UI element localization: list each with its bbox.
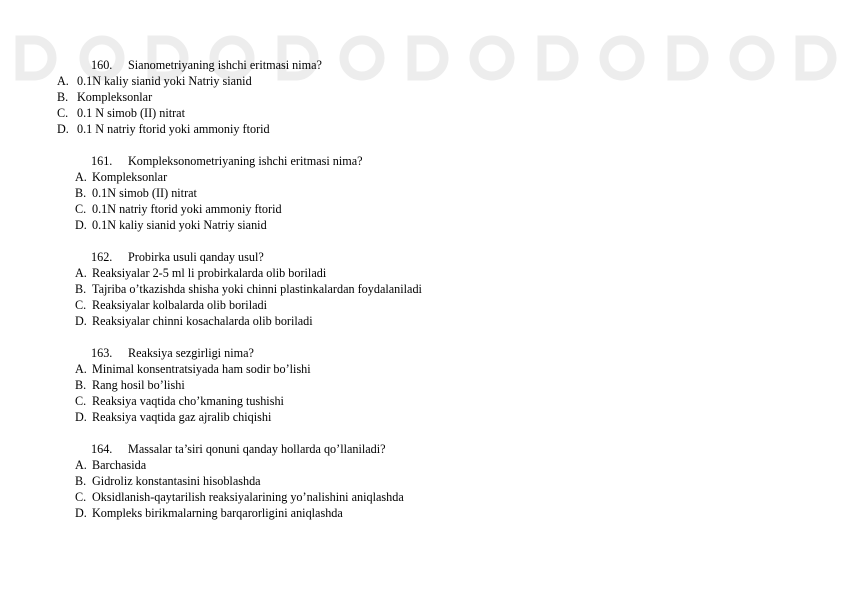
option-text: Tajriba o’tkazishda shisha yoki chinni plastinkalardan foydalaniladi — [92, 282, 422, 296]
option-text: Reaksiyalar chinni kosachalarda olib boriladi — [92, 314, 313, 328]
option-a — [75, 457, 146, 473]
question-number: 162. — [91, 250, 113, 264]
option-text: Reaksiyalar kolbalarda olib boriladi — [92, 298, 267, 312]
question-text: Kompleksonometriyaning ishchi eritmasi nima? — [128, 154, 363, 168]
option-a — [75, 169, 167, 185]
question-text: Reaksiya sezgirligi nima? — [128, 346, 254, 360]
option-letter: C. — [75, 202, 87, 216]
question-text: Massalar ta’siri qonuni qanday hollarda qo’llaniladi? — [128, 442, 386, 456]
question-title — [91, 57, 322, 73]
option-text: Reaksiya vaqtida cho’kmaning tushishi — [92, 394, 284, 408]
option-d — [75, 409, 271, 425]
option-a — [57, 73, 252, 89]
option-b — [57, 89, 152, 105]
option-letter: C. — [57, 106, 69, 120]
option-text: Barchasida — [92, 458, 147, 472]
option-text: Minimal konsentratsiyada ham sodir bo’lishi — [92, 362, 311, 376]
question-title — [91, 153, 363, 169]
option-text: 0.1N natriy ftorid yoki ammoniy ftorid — [92, 202, 282, 216]
option-text: Oksidlanish-qaytarilish reaksiyalarining yo’nalishini aniqlashda — [92, 490, 404, 504]
option-text: 0.1N kaliy sianid yoki Natriy sianid — [92, 218, 267, 232]
option-text: Reaksiya vaqtida gaz ajralib chiqishi — [92, 410, 272, 424]
question-number: 161. — [91, 154, 113, 168]
question-number: 164. — [91, 442, 113, 456]
option-letter: D. — [75, 506, 87, 520]
option-letter: A. — [75, 458, 87, 472]
option-text: Kompleksonlar — [77, 90, 153, 104]
option-letter: A. — [57, 74, 69, 88]
option-letter: A. — [75, 266, 87, 280]
option-c — [75, 201, 282, 217]
option-letter: B. — [75, 474, 87, 488]
option-letter: D. — [75, 410, 87, 424]
option-text: 0.1 N natriy ftorid yoki ammoniy ftorid — [77, 122, 270, 136]
question-title — [91, 441, 386, 457]
option-d — [75, 217, 267, 233]
question-title — [91, 249, 264, 265]
question-text: Probirka usuli qanday usul? — [128, 250, 264, 264]
option-text: 0.1 N simob (II) nitrat — [77, 106, 185, 120]
option-d — [75, 313, 313, 329]
option-letter: D. — [57, 122, 69, 136]
option-c — [75, 393, 284, 409]
option-c — [57, 105, 185, 121]
option-letter: D. — [75, 314, 87, 328]
option-b — [75, 377, 185, 393]
option-letter: A. — [75, 362, 87, 376]
question-title — [91, 345, 254, 361]
option-letter: C. — [75, 298, 87, 312]
option-letter: B. — [75, 186, 87, 200]
option-letter: C. — [75, 394, 87, 408]
question-number: 163. — [91, 346, 113, 360]
option-c — [75, 297, 267, 313]
option-letter: B. — [75, 282, 87, 296]
option-d — [57, 121, 270, 137]
option-letter: B. — [57, 90, 69, 104]
option-letter: D. — [75, 218, 87, 232]
option-a — [75, 265, 326, 281]
option-text: Rang hosil bo’lishi — [92, 378, 185, 392]
question-text: Sianometriyaning ishchi eritmasi nima? — [128, 58, 322, 72]
option-text: Gidroliz konstantasini hisoblashda — [92, 474, 261, 488]
option-a — [75, 361, 311, 377]
option-text: Kompleks birikmalarning barqarorligini aniqlashda — [92, 506, 343, 520]
option-text: Reaksiyalar 2-5 ml li probirkalarda olib boriladi — [92, 266, 327, 280]
option-c — [75, 489, 404, 505]
option-letter: B. — [75, 378, 87, 392]
option-text: Kompleksonlar — [92, 170, 168, 184]
option-text: 0.1N simob (II) nitrat — [92, 186, 197, 200]
option-letter: A. — [75, 170, 87, 184]
question-number: 160. — [91, 58, 113, 72]
option-b — [75, 185, 197, 201]
option-text: 0.1N kaliy sianid yoki Natriy sianid — [77, 74, 252, 88]
option-letter: C. — [75, 490, 87, 504]
option-b — [75, 473, 261, 489]
option-d — [75, 505, 343, 521]
option-b — [75, 281, 422, 297]
